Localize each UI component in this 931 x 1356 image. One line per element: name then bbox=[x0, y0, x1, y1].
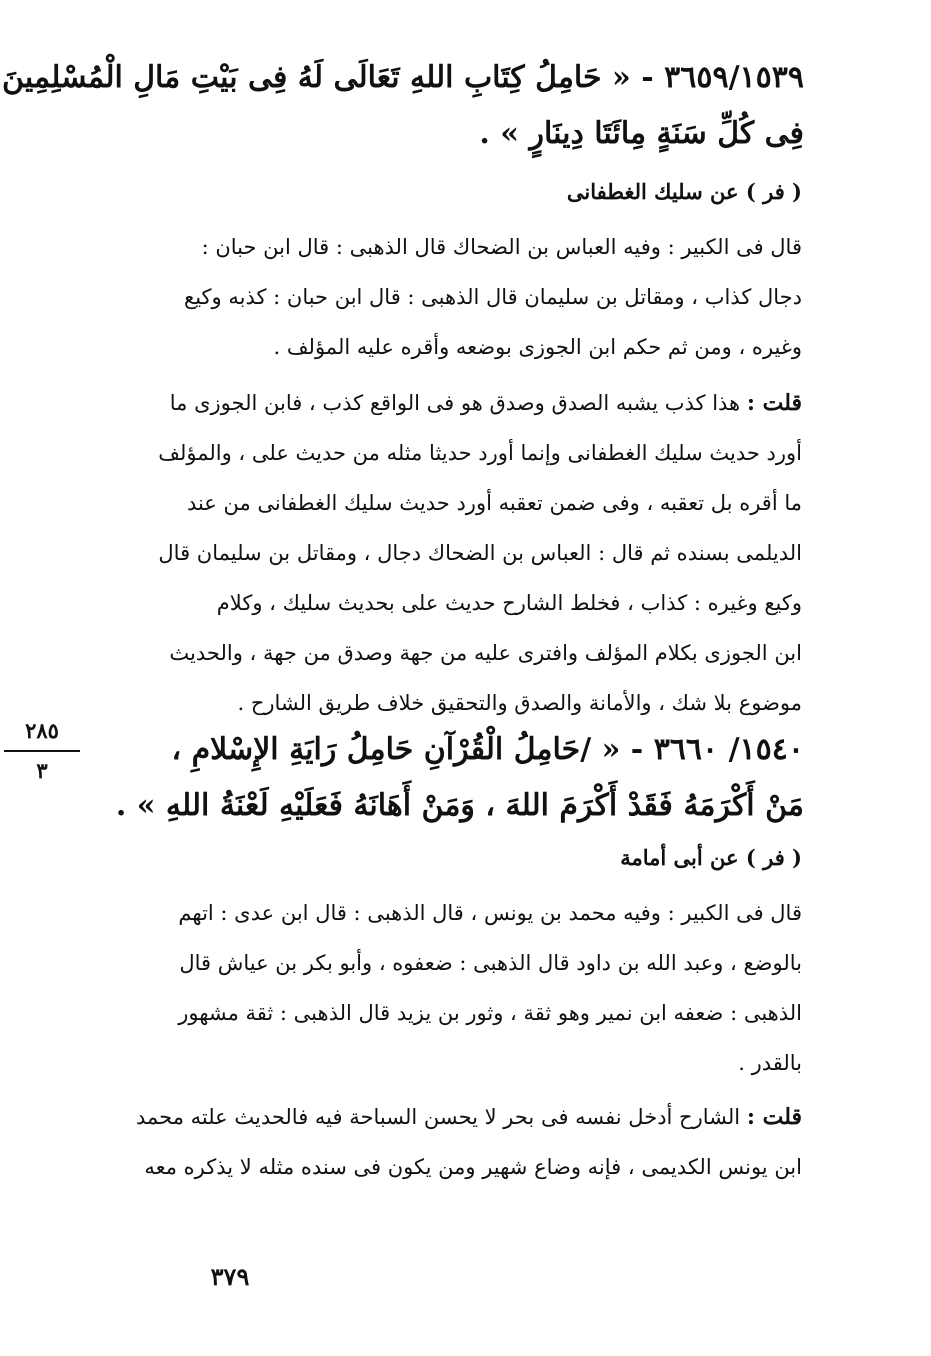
hadith-1539-commentary bbox=[86, 222, 802, 372]
commentary-line: دجال كذاب ، ومقاتل بن سليمان قال الذهبى : قال ابن حبان : كذبه وكيع bbox=[184, 285, 802, 309]
hadith-1539-source bbox=[86, 176, 802, 208]
hadith-title-line: ١٥٤٠/ ٣٦٦٠ - « /حَامِلُ الْقُرْآنِ حَامِلُ رَايَةِ الإِسْلامِ ، bbox=[171, 732, 804, 767]
hadith-1540-commentary bbox=[86, 888, 802, 1088]
hadith-1539-note bbox=[86, 378, 802, 728]
note-line: ابن الجوزى بكلام المؤلف وافترى عليه من جهة وصدق من جهة ، والحديث bbox=[169, 641, 802, 665]
commentary-line: الذهبى : ضعفه ابن نمير وهو ثقة ، وثور بن يزيد قال الذهبى : ثقة مشهور bbox=[178, 1001, 802, 1025]
commentary-line: بالوضع ، وعبد الله بن داود قال الذهبى : ضعفوه ، وأبو بكر بن عياش قال bbox=[179, 951, 802, 975]
hadith-1540-title bbox=[86, 722, 804, 834]
margin-reference bbox=[4, 716, 80, 786]
note-line-first bbox=[86, 1092, 802, 1142]
commentary-line: بالقدر . bbox=[738, 1051, 802, 1075]
hadith-1540-note bbox=[86, 1092, 802, 1192]
hadith-title-line: ٣٦٥٩/١٥٣٩ - « حَامِلُ كِتَابِ اللهِ تَعَالَى لَهُ فِى بَيْتِ مَالِ الْمُسْلِمِينَ bbox=[2, 60, 804, 95]
source-line: ( فر ) عن سليك الغطفانى bbox=[566, 179, 802, 204]
margin-reference-top: ٢٨٥ bbox=[25, 718, 59, 743]
note-line: ما أقره بل تعقبه ، وفى ضمن تعقبه أورد حديث سليك الغطفانى من عند bbox=[186, 491, 802, 515]
note-line: موضوع بلا شك ، والأمانة والصدق والتحقيق خلاف طريق الشارح . bbox=[237, 691, 802, 715]
note-line: وكيع وغيره : كذاب ، فخلط الشارح حديث على بحديث سليك ، وكلام bbox=[216, 591, 802, 615]
note-text: هذا كذب يشبه الصدق وصدق هو فى الواقع كذب ، فابن الجوزى ما bbox=[169, 391, 741, 415]
page-number: ٣٧٩ bbox=[210, 1262, 250, 1291]
note-line-first bbox=[86, 378, 802, 428]
commentary-line: قال فى الكبير : وفيه العباس بن الضحاك قال الذهبى : قال ابن حبان : bbox=[201, 235, 802, 259]
commentary-line: قال فى الكبير : وفيه محمد بن يونس ، قال الذهبى : قال ابن عدى : اتهم bbox=[178, 901, 802, 925]
hadith-title-line: فِى كُلِّ سَنَةٍ مِائَتَا دِينَارٍ » . bbox=[479, 116, 804, 151]
source-line: ( فر ) عن أبى أمامة bbox=[620, 845, 802, 870]
note-line: ابن يونس الكديمى ، فإنه وضاع شهير ومن يكون فى سنده مثله لا يذكره معه bbox=[144, 1155, 802, 1179]
note-text: الشارح أدخل نفسه فى بحر لا يحسن السباحة فيه فالحديث علته محمد bbox=[135, 1105, 741, 1129]
hadith-title-line: مَنْ أَكْرَمَهُ فَقَدْ أَكْرَمَ اللهَ ، وَمَنْ أَهَانَهُ فَعَلَيْهِ لَعْنَةُ اللهِ » . bbox=[115, 788, 804, 823]
hadith-1539-title bbox=[2, 50, 804, 162]
commentary-line: وغيره ، ومن ثم حكم ابن الجوزى بوضعه وأقره عليه المؤلف . bbox=[273, 335, 802, 359]
margin-reference-rule bbox=[4, 750, 80, 752]
note-line: الديلمى بسنده ثم قال : العباس بن الضحاك دجال ، ومقاتل بن سليمان قال bbox=[158, 541, 802, 565]
hadith-1540-source bbox=[86, 842, 802, 874]
note-keyword: قلت : bbox=[746, 1104, 802, 1130]
note-keyword: قلت : bbox=[746, 390, 802, 416]
note-line: أورد حديث سليك الغطفانى وإنما أورد حديثا مثله من حديث على ، والمؤلف bbox=[158, 441, 802, 465]
margin-reference-bottom: ٣ bbox=[36, 758, 48, 783]
